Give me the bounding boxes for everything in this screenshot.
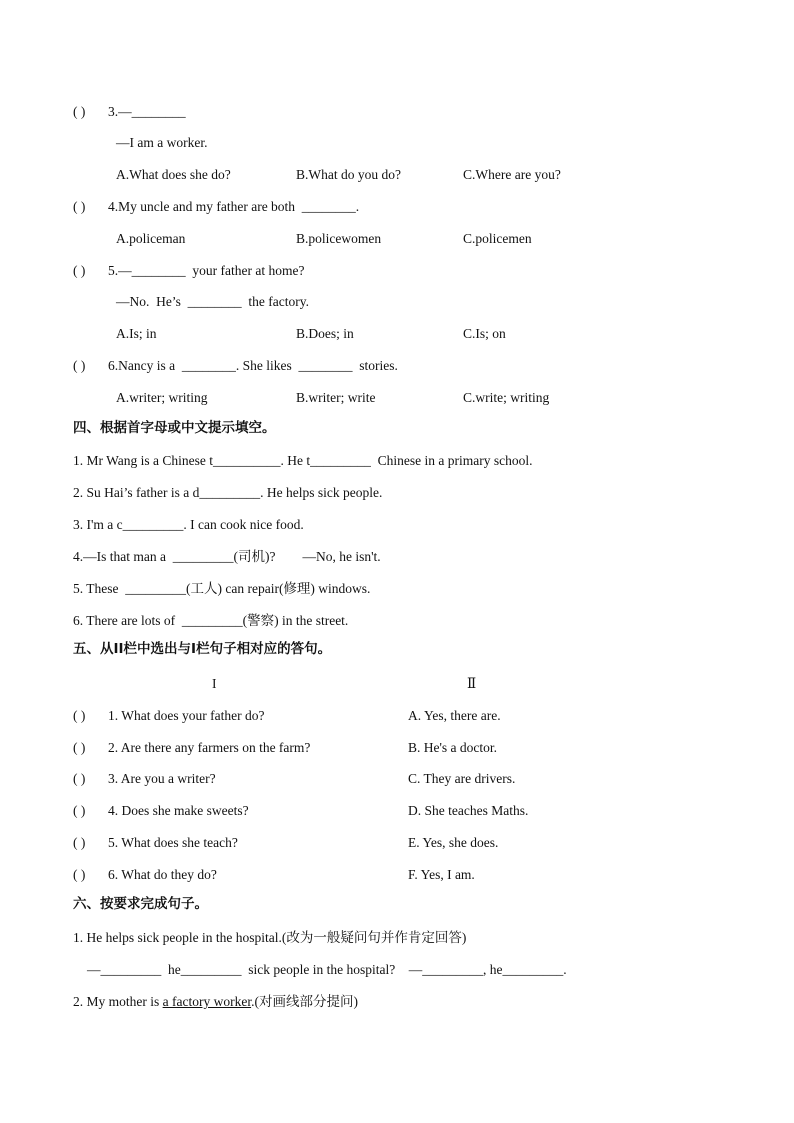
section-heading: 六、按要求完成句子。 [73,896,208,912]
match-right-e: E. Yes, she does. [408,835,499,850]
answer-paren[interactable]: ( ) [73,771,86,786]
question-6: 6.Nancy is a ________. She likes ________ stories. [108,358,398,373]
match-right-d: D. She teaches Maths. [408,803,529,818]
option-a: A.Is; in [116,326,157,341]
option-c: C.policemen [463,231,532,246]
answer-paren[interactable]: ( ) [73,104,86,119]
question-3: 3.—________ [108,104,186,119]
match-right-c: C. They are drivers. [408,771,516,786]
option-a: A.policeman [116,231,186,246]
section-heading: 四、根据首字母或中文提示填空。 [73,420,276,436]
column-header-ii: Ⅱ [467,676,477,691]
question-5: 5.—________ your father at home? [108,263,305,278]
option-b: B.policewomen [296,231,382,246]
answer-paren[interactable]: ( ) [73,867,86,882]
answer-paren[interactable]: ( ) [73,263,86,278]
match-left-6: 6. What do they do? [108,867,217,882]
transform-item-1: 1. He helps sick people in the hospital.(改为一般疑问句并作肯定回答) [73,930,467,945]
option-a: A.What does she do? [116,167,231,182]
fill-item-3: 3. I'm a c_________. I can cook nice food. [73,517,304,532]
fill-item-2: 2. Su Hai’s father is a d_________. He helps sick people. [73,485,383,500]
question-3-answer: —I am a worker. [116,135,208,150]
transform-item-2 [73,994,358,1010]
match-left-2: 2. Are there any farmers on the farm? [108,740,311,755]
answer-paren[interactable]: ( ) [73,740,86,755]
match-right-a: A. Yes, there are. [408,708,501,723]
option-b: B.Does; in [296,326,354,341]
option-b: B.writer; write [296,390,376,405]
match-left-3: 3. Are you a writer? [108,771,216,786]
match-right-f: F. Yes, I am. [408,867,475,882]
answer-paren[interactable]: ( ) [73,358,86,373]
item-2-suffix: .(对画线部分提问) [251,994,358,1009]
option-a: A.writer; writing [116,390,208,405]
match-left-1: 1. What does your father do? [108,708,265,723]
match-left-4: 4. Does she make sweets? [108,803,249,818]
transform-item-1-answer: —_________ he_________ sick people in the hospital? —_________, he_________. [87,962,567,977]
fill-item-4: 4.—Is that man a _________(司机)? —No, he isn't. [73,549,381,564]
option-b: B.What do you do? [296,167,401,182]
answer-paren[interactable]: ( ) [73,803,86,818]
fill-item-5: 5. These _________(工人) can repair(修理) windows. [73,581,371,596]
match-left-5: 5. What does she teach? [108,835,238,850]
option-c: C.write; writing [463,390,550,405]
section-heading: 五、从II栏中选出与I栏句子相对应的答句。 [73,641,332,657]
option-c: C.Where are you? [463,167,561,182]
answer-paren[interactable]: ( ) [73,835,86,850]
answer-paren[interactable]: ( ) [73,708,86,723]
question-4: 4.My uncle and my father are both ________. [108,199,360,214]
underlined-phrase: a factory worker [162,994,252,1009]
option-c: C.Is; on [463,326,506,341]
column-header-i: I [212,676,217,691]
match-right-b: B. He's a doctor. [408,740,498,755]
item-2-prefix: 2. My mother is [73,994,163,1009]
fill-item-1: 1. Mr Wang is a Chinese t__________. He t_________ Chinese in a primary school. [73,453,533,468]
fill-item-6: 6. There are lots of _________(警察) in the street. [73,613,349,628]
question-5-answer: —No. He’s ________ the factory. [116,294,309,309]
answer-paren[interactable]: ( ) [73,199,86,214]
